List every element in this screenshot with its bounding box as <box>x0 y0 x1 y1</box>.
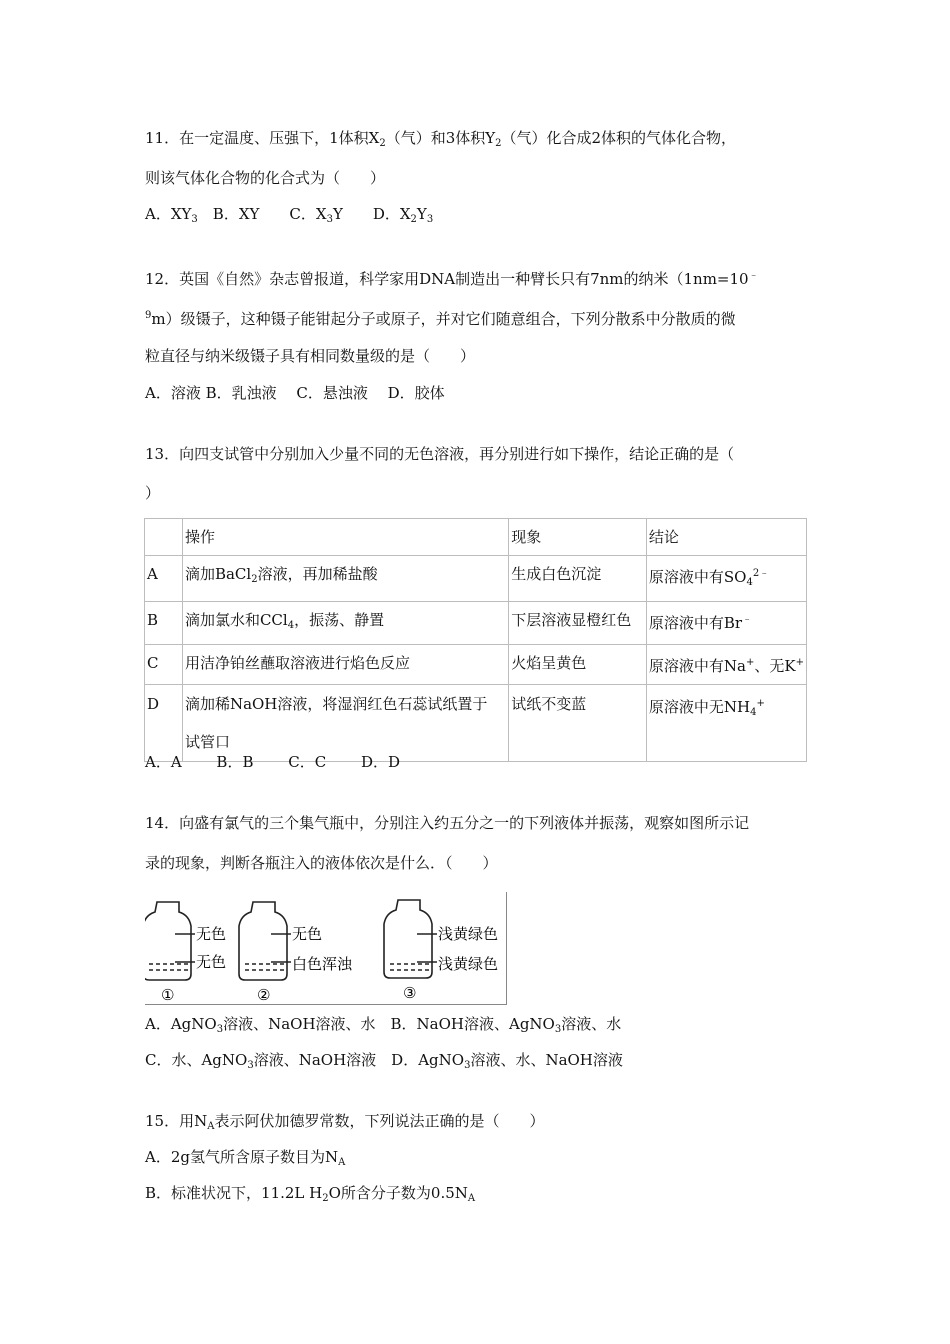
row-operation: 滴加氯水和CCl$_4$，振荡、静置 <box>182 602 508 645</box>
row-conclusion: 原溶液中有$SO_4^{2﹣}$ <box>646 556 806 602</box>
bottle-3-bottom-label: 浅黄绿色 <box>438 955 499 973</box>
table-row <box>145 556 807 602</box>
row-id: D <box>145 685 183 762</box>
table-header-cell: 现象 <box>509 519 647 556</box>
q13-stem-line2: ） <box>145 484 161 502</box>
q15-option-b: B．标准状况下，11.2L $H_2O$所含分子数为$0.5N_A$ <box>145 1184 476 1204</box>
q11-stem-line2: 则该气体化合物的化合式为（ ） <box>145 169 386 187</box>
bottle-2-top-label: 无色 <box>292 925 323 943</box>
table-header-row <box>145 519 807 556</box>
bottle-3 <box>384 900 437 978</box>
row-conclusion: 原溶液中有Br﹣ <box>646 602 806 645</box>
bottle-1 <box>145 902 195 980</box>
row-id: A <box>145 556 183 602</box>
row-operation: 滴加稀NaOH溶液，将湿润红色石蕊试纸置于 试管口 <box>182 685 508 762</box>
q13-options: A．A B．B C．C D．D <box>145 753 401 771</box>
row-operation: 用洁净铂丝蘸取溶液进行焰色反应 <box>182 645 508 685</box>
q15-stem: 15．用$N_A$表示阿伏加德罗常数，下列说法正确的是（ ） <box>145 1112 545 1132</box>
bottle-1-number: ① <box>161 986 175 1004</box>
bottle-3-top-label: 浅黄绿色 <box>438 925 499 943</box>
q12-options: A．溶液 B．乳浊液 C．悬浊液 D．胶体 <box>145 384 445 402</box>
q12-stem-line2: $^9$m）级镊子，这种镊子能钳起分子或原子，并对它们随意组合，下列分散系中分散质的微 <box>145 310 736 328</box>
bottle-3-number: ③ <box>403 984 417 1002</box>
table-row <box>145 685 807 762</box>
table-row <box>145 645 807 685</box>
row-phenomenon: 下层溶液显橙红色 <box>509 602 647 645</box>
q14-stem-line1: 14．向盛有氯气的三个集气瓶中，分别注入约五分之一的下列液体并振荡，观察如图所示记 <box>145 814 750 832</box>
table-header-cell <box>145 519 183 556</box>
row-phenomenon: 火焰呈黄色 <box>509 645 647 685</box>
q14-options-cd: C．水、AgNO$_3$溶液、NaOH溶液 D．AgNO$_3$溶液、水、NaOH溶液 <box>145 1051 623 1071</box>
bottle-2 <box>239 902 291 980</box>
bottle-2-bottom-label: 白色浑浊 <box>292 955 353 973</box>
q11-stem-line1: 11．在一定温度、压强下，1体积$X_2$（气）和3体积$Y_2$（气）化合成2体积的气体化合物， <box>145 129 737 149</box>
gas-bottles-figure <box>145 892 507 1005</box>
table-header-cell: 结论 <box>646 519 806 556</box>
q12-stem-line1: 12．英国《自然》杂志曾报道，科学家用DNA制造出一种臂长只有7nm的纳米（1nm=10﹣ <box>145 270 759 288</box>
row-phenomenon: 生成白色沉淀 <box>509 556 647 602</box>
q14-stem-line2: 录的现象，判断各瓶注入的液体依次是什么．（ ） <box>145 854 498 872</box>
row-id: B <box>145 602 183 645</box>
table-row <box>145 602 807 645</box>
table-header-cell: 操作 <box>182 519 508 556</box>
q14-options-ab: A．AgNO$_3$溶液、NaOH溶液、水 B．NaOH溶液、AgNO$_3$溶液、水 <box>145 1015 622 1035</box>
q11-options: A．$XY_3$ B．XY C．$X_3Y$ D．$X_2Y_3$ <box>145 205 434 225</box>
q12-stem-line3: 粒直径与纳米级镊子具有相同数量级的是（ ） <box>145 347 476 365</box>
row-conclusion: 原溶液中无$NH_4^+$ <box>646 685 806 762</box>
q15-option-a: A．2g氢气所含原子数目为$N_A$ <box>145 1148 346 1168</box>
row-phenomenon: 试纸不变蓝 <box>509 685 647 762</box>
bottle-1-bottom-label: 无色 <box>196 953 227 971</box>
bottle-1-top-label: 无色 <box>196 925 227 943</box>
bottle-2-number: ② <box>257 986 271 1004</box>
q13-stem-line1: 13．向四支试管中分别加入少量不同的无色溶液，再分别进行如下操作，结论正确的是（ <box>145 445 735 463</box>
row-operation: 滴加BaCl$_2$溶液，再加稀盐酸 <box>182 556 508 602</box>
row-id: C <box>145 645 183 685</box>
q13-table <box>144 518 807 762</box>
row-conclusion: 原溶液中有Na+、无K+ <box>646 645 806 685</box>
